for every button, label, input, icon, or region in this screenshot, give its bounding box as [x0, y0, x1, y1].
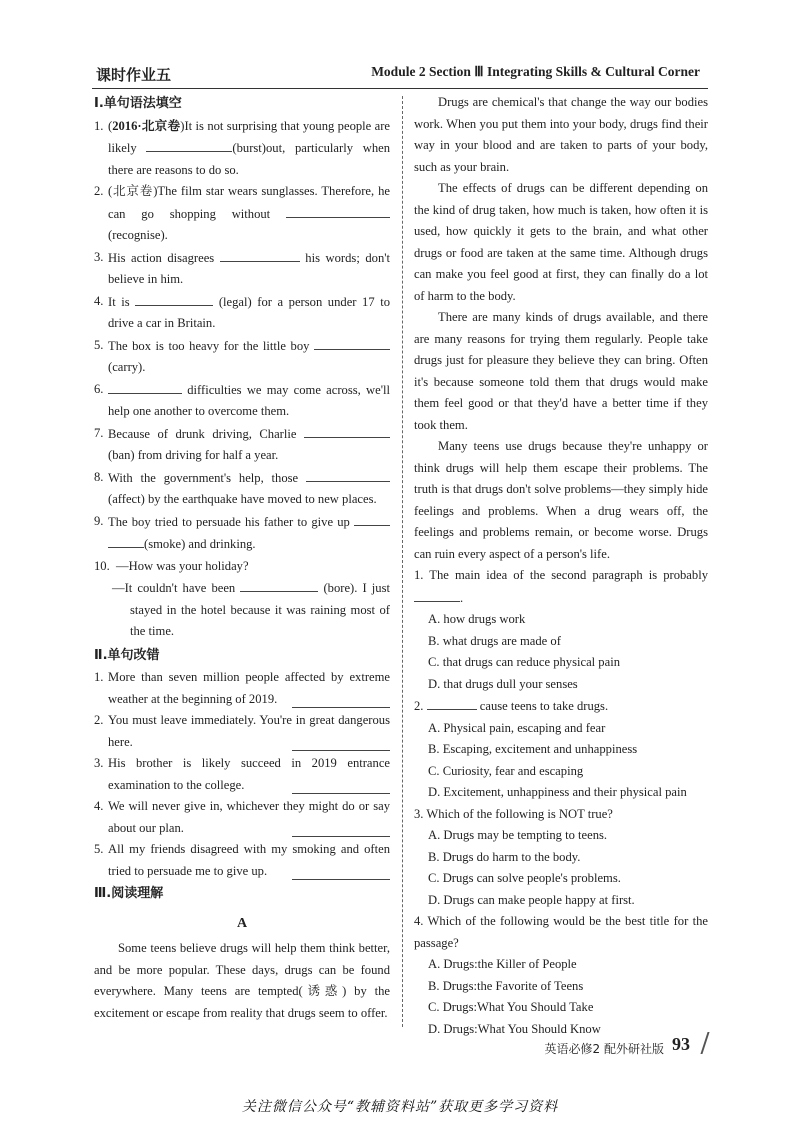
question-number: 10.	[94, 558, 110, 573]
question-2	[94, 181, 390, 247]
option-b[interactable]: B. what drugs are made of	[428, 633, 561, 648]
option-d[interactable]: D. Drugs:What You Should Know	[428, 1021, 601, 1036]
option-a[interactable]: A. Physical pain, escaping and fear	[428, 720, 606, 735]
question-text: Because of drunk driving, Charlie	[108, 426, 297, 441]
column-divider	[402, 96, 403, 1027]
question-8	[94, 467, 390, 511]
question-number: 8.	[94, 469, 104, 484]
option-a[interactable]: A. Drugs may be tempting to teens.	[428, 828, 608, 842]
book-edition-tag: 英语必修2 配外研社版	[544, 1042, 664, 1056]
item-text: All my friends disagreed with my smoking and often tried to persuade me to give up.	[108, 842, 390, 878]
item-number: 2.	[94, 713, 104, 727]
item-text: More than seven million people affected by extreme weather at the beginning of 2019.	[108, 670, 390, 706]
answer-blank[interactable]	[240, 577, 318, 592]
correction-item	[94, 710, 390, 753]
item-text: You must leave immediately. You're in great dangerous here.	[108, 713, 390, 749]
question-number: 3.	[94, 249, 104, 264]
question-text: his words; don't believe in him.	[108, 250, 391, 286]
correction-item	[94, 839, 390, 882]
question-number: 4.	[94, 293, 104, 308]
option-b[interactable]: B. Drugs:the Favorite of Teens	[428, 978, 584, 993]
question-text: difficulties we may come across, we'll help one another to overcome them.	[108, 382, 390, 418]
reading-question-4	[414, 911, 708, 1040]
right-column	[414, 92, 708, 1040]
question-1	[94, 116, 390, 182]
module-title: Module 2 Section Ⅲ Integrating Skills & Cultural Corner	[371, 64, 700, 79]
passage-paragraph-5: Many teens use drugs because they're unhappy or think drugs will help them escape their problems. The truth is that drugs don't solve problems—they simply hide feelings and problems. When a drug wears off, the feelings and problems remain, or become worse. Drugs can ruin every aspect of a person's life.	[414, 439, 708, 561]
stem-text: cause teens to take drugs.	[479, 699, 609, 713]
question-text: —It couldn't have been	[112, 581, 236, 595]
question-stem	[414, 565, 708, 609]
answer-blank[interactable]	[135, 291, 213, 306]
question-4	[94, 291, 390, 335]
header-rule	[92, 88, 708, 89]
passage-letter: A	[236, 915, 248, 931]
option-b[interactable]: B. Drugs do harm to the body.	[428, 849, 581, 864]
reading-question-2	[414, 695, 708, 804]
left-column	[94, 92, 390, 1024]
question-text: It is	[108, 294, 130, 309]
paren-open: (	[108, 118, 113, 133]
question-number: 6.	[94, 381, 104, 396]
question-number: 5.	[94, 337, 104, 352]
option-c[interactable]: C. Drugs:What You Should Take	[428, 1000, 594, 1014]
question-text: (carry).	[108, 360, 146, 374]
question-stem: 3. Which of the following is NOT true?	[414, 806, 613, 821]
option-d[interactable]: D. that drugs dull your senses	[428, 676, 578, 691]
page-number: 93	[672, 1034, 690, 1054]
answer-blank[interactable]	[306, 467, 390, 482]
question-stem	[414, 695, 708, 718]
question-text: (legal) for a person under 17 to drive a car in Britain.	[108, 294, 391, 330]
answer-blank[interactable]	[292, 822, 390, 837]
question-6	[94, 379, 390, 423]
question-5	[94, 335, 390, 379]
stem-text: 2.	[414, 699, 424, 713]
correction-item	[94, 796, 390, 839]
question-text: (affect) by the earthquake have moved to new places.	[108, 492, 377, 506]
passage-paragraph-1: Some teens believe drugs will help them think better, and be more popular. These days, drugs can be found everywhere. Many teens are tempted(诱惑) by the excitement or escape from reality that drugs seem to offer.	[94, 941, 390, 1020]
item-text: We will never give in, whichever they might do or say about our plan.	[108, 799, 390, 835]
option-d[interactable]: D. Drugs can make people happy at first.	[428, 892, 635, 907]
question-text: (smoke) and drinking.	[144, 537, 256, 551]
question-text: (bore). I just stayed in the hotel because it was raining most of the time.	[130, 581, 390, 638]
question-number: 7.	[94, 425, 104, 440]
question-text: (ban) from driving for half a year.	[108, 448, 279, 462]
question-10	[94, 556, 390, 643]
dialogue-reply	[112, 577, 390, 643]
question-number: 2.	[94, 184, 104, 198]
answer-blank[interactable]	[108, 379, 182, 394]
correction-item	[94, 667, 390, 710]
answer-blank[interactable]	[146, 137, 232, 152]
question-text: His action disagrees	[108, 250, 215, 265]
question-number: 9.	[94, 513, 104, 528]
answer-blank[interactable]	[304, 423, 390, 438]
answer-blank[interactable]	[292, 736, 390, 751]
option-b[interactable]: B. Escaping, excitement and unhappiness	[428, 742, 638, 756]
source-tag: 2016·北京卷	[112, 118, 181, 133]
stem-text: .	[460, 590, 464, 605]
answer-blank-continued[interactable]	[108, 533, 144, 548]
answer-blank[interactable]	[292, 779, 390, 794]
answer-blank[interactable]	[314, 335, 390, 350]
question-number: 1.	[94, 118, 104, 133]
item-number: 5.	[94, 842, 104, 856]
passage-paragraph-2: Drugs are chemical's that change the way our bodies work. When you put them into your body, drugs find their way in your blood and are taken to parts of your body, such as your brain.	[414, 95, 708, 174]
option-d[interactable]: D. Excitement, unhappiness and their physical pain	[428, 785, 687, 799]
question-7	[94, 423, 390, 467]
item-number: 1.	[94, 670, 104, 684]
question-9	[94, 511, 390, 556]
question-text: (北京卷)The film star wears sunglasses. Therefore, he can go shopping without	[108, 184, 390, 221]
item-number: 4.	[94, 799, 104, 813]
answer-blank[interactable]	[220, 247, 300, 262]
answer-blank[interactable]	[427, 695, 477, 710]
option-c[interactable]: C. Curiosity, fear and escaping	[428, 763, 584, 778]
answer-blank[interactable]	[292, 865, 390, 880]
question-text: The boy tried to persuade his father to give up	[108, 514, 350, 529]
question-text: (burst)out, particularly when there are reasons to do so.	[108, 141, 391, 177]
question-stem: 4. Which of the following would be the best title for the passage?	[414, 914, 708, 950]
section-2-title: Ⅱ.单句改错	[94, 647, 160, 663]
item-text: His brother is likely succeed in 2019 entrance examination to the college.	[108, 756, 390, 792]
lesson-title: 课时作业五	[96, 66, 172, 84]
reading-question-1	[414, 565, 708, 695]
reading-question-3	[414, 804, 708, 912]
answer-blank[interactable]	[414, 587, 460, 602]
question-3	[94, 247, 390, 291]
handwritten-note: 关注微信公众号“教辅资料站”获取更多学习资料	[241, 1099, 559, 1115]
item-number: 3.	[94, 756, 104, 770]
question-text: With the government's help, those	[108, 470, 299, 485]
section-3-title: Ⅲ.阅读理解	[94, 886, 164, 901]
question-text: (recognise).	[108, 228, 168, 242]
option-c[interactable]: C. Drugs can solve people's problems.	[428, 871, 621, 885]
answer-blank[interactable]	[286, 203, 390, 218]
dialogue-line: —How was your holiday?	[116, 558, 249, 573]
answer-blank[interactable]	[354, 511, 390, 526]
option-a[interactable]: A. how drugs work	[428, 612, 526, 626]
answer-blank[interactable]	[292, 693, 390, 708]
stem-text: 1. The main idea of the second paragraph is probably	[414, 568, 708, 582]
section-1-title: Ⅰ.单句语法填空	[94, 96, 182, 111]
correction-item	[94, 753, 390, 796]
question-text: )It is not surprising that young people are likely	[108, 118, 391, 155]
question-text: The box is too heavy for the little boy	[108, 338, 310, 353]
passage-paragraph-3: The effects of drugs can be different depending on the kind of drug taken, how much is taken, how often it is used, how quickly it gets to the brain, and what other drugs or food are taken at the same time. Although drugs can make you feel good at first, they can finally do a lot of harm to the body.	[414, 181, 708, 303]
option-c[interactable]: C. that drugs can reduce physical pain	[428, 655, 620, 669]
option-a[interactable]: A. Drugs:the Killer of People	[428, 957, 577, 971]
passage-paragraph-4: There are many kinds of drugs available, and there are many reasons for trying them regularly. People take drugs just for pleasure they believe they can bring. Often it's because someone told them that drugs would make them feel good or that they'd have a better time if they took them.	[414, 310, 708, 432]
